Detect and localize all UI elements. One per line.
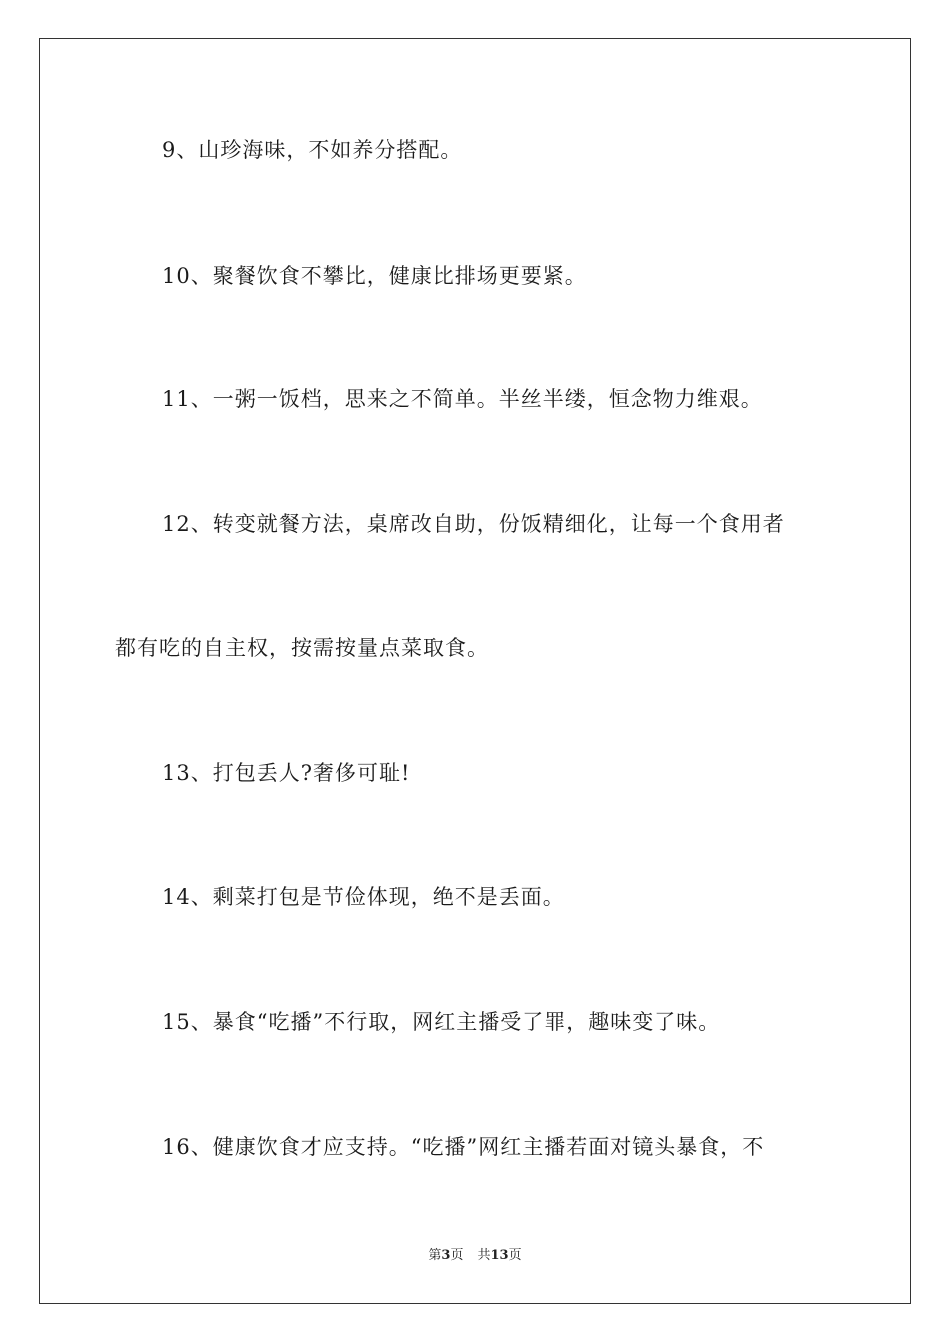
footer-page-suffix: 页: [450, 1248, 464, 1263]
text-line-item-14: 14、剩菜打包是节俭体现，绝不是丢面。: [162, 885, 565, 909]
text-line-item-15: 15、暴食“吃播”不行取，网红主播受了罪，趣味变了味。: [162, 1010, 721, 1034]
text-line-item-16: 16、健康饮食才应支持。“吃播”网红主播若面对镜头暴食，不: [162, 1135, 765, 1159]
footer-page-number: 3: [441, 1248, 451, 1263]
text-line-item-9: 9、山珍海味，不如养分搭配。: [162, 138, 463, 162]
page-footer: [0, 1247, 950, 1265]
footer-page-prefix: 第: [428, 1248, 442, 1263]
footer-total-pages: 13: [490, 1248, 509, 1263]
text-line-item-12-continued: 都有吃的自主权，按需按量点菜取食。: [115, 636, 489, 660]
page-border: [39, 38, 911, 1304]
text-line-item-11: 11、一粥一饭档，思来之不简单。半丝半缕，恒念物力维艰。: [162, 387, 763, 411]
text-line-item-12: 12、转变就餐方法，桌席改自助，份饭精细化，让每一个食用者: [162, 512, 785, 536]
footer-total-prefix: 共: [477, 1248, 491, 1263]
footer-total-suffix: 页: [508, 1248, 522, 1263]
text-line-item-13: 13、打包丢人?奢侈可耻!: [162, 761, 411, 785]
text-line-item-10: 10、聚餐饮食不攀比，健康比排场更要紧。: [162, 264, 587, 288]
